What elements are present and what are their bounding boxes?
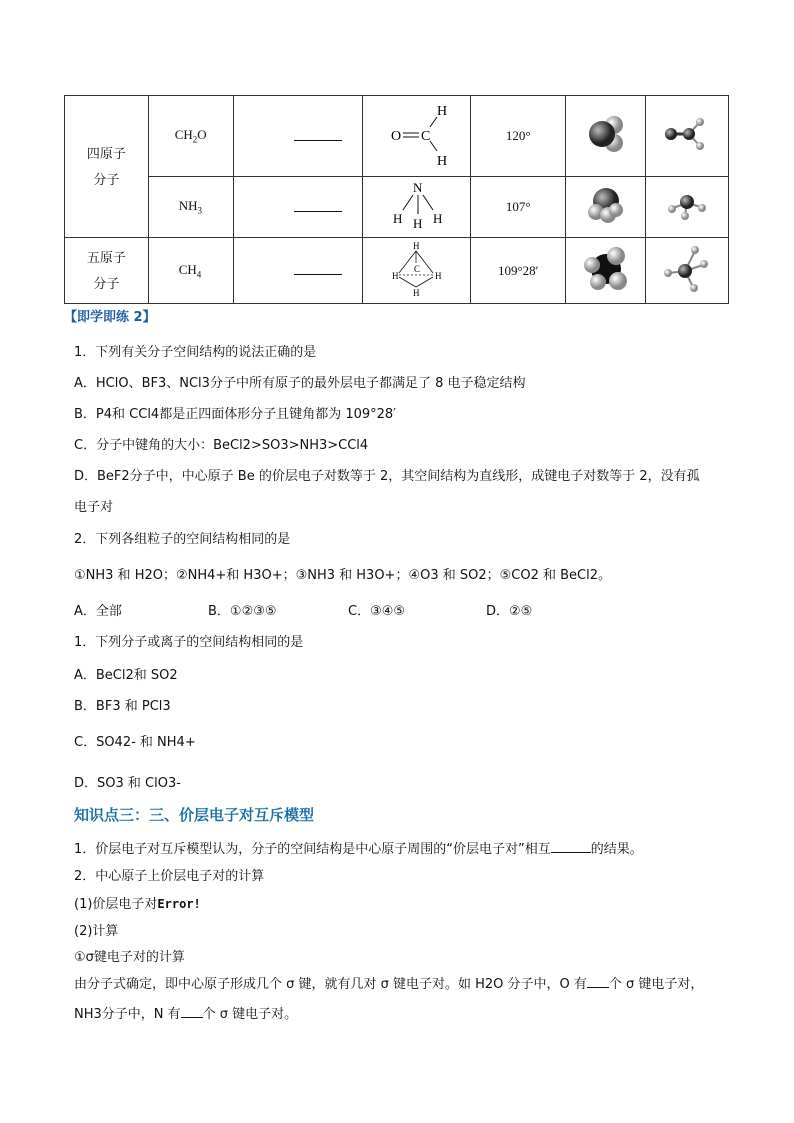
question-1-option-d: D．BeF2分子中，中心原子 Be 的价层电子对数等于 2，其空间结构为直线形，成键电子对数等于 2，没有孤 [74,469,700,484]
question-2-option-d: D．②⑤ [486,604,533,619]
section-paragraph-6 [74,973,703,992]
structure-cell [363,96,471,177]
question-2-option-b: B．①②③⑤ [208,604,277,619]
group-five-atom [65,238,149,304]
question-1-option-c: C．分子中键角的大小：BeCl2>SO3>NH3>CCl4 [74,438,369,453]
paragraph-text: (1)价层电子对 [74,897,158,912]
spacefill-model-icon [576,243,636,295]
svg-text:H: H [391,270,399,281]
question-1-stem: 1．下列有关分子空间结构的说法正确的是 [74,345,317,360]
formula-subscript: 4 [196,269,202,280]
blank-cell [233,96,363,177]
svg-text:N: N [412,180,423,195]
svg-text:H: H [436,154,448,169]
section-title-tag: 知识点三： [74,806,150,824]
error-text: Error! [157,897,201,911]
section-paragraph-1 [74,838,643,857]
group-label-line2: 分子 [93,171,120,187]
question-2-items: ①NH3 和 H2O；②NH4+和 H3O+；③NH3 和 H3O+；④O3 和 SO2；⑤CO2 和 BeCl2。 [74,568,612,583]
answer-blank [294,262,342,275]
ball-stick-model-icon [657,243,717,295]
blank-cell [233,177,363,238]
svg-text:C: C [420,129,431,144]
question-2-option-c: C．③④⑤ [348,604,406,619]
answer-blank [294,199,342,212]
svg-text:H: H [432,211,443,226]
bond-angle-cell: 107° [471,177,566,238]
question-3-stem: 1．下列分子或离子的空间结构相同的是 [74,635,304,650]
spacefill-model-icon [576,183,636,227]
bond-angle-cell: 109°28′ [471,238,566,304]
ball-stick-model-icon [657,183,717,227]
answer-blank [294,128,342,141]
practice-tag: 【即学即练 2】 [64,310,156,325]
formula-cell [148,96,233,177]
paragraph-text: NH3分子中，N 有 [74,1007,181,1022]
svg-text:C: C [413,263,420,274]
svg-text:H: H [412,287,420,298]
formula-subscript: 3 [197,205,202,216]
formula-text: NH [178,198,198,214]
blank-cell [233,238,363,304]
answer-blank [587,975,609,988]
section-paragraph-7 [74,1003,297,1022]
formula-cell [148,177,233,238]
paragraph-text: 个 σ 键电子对， [608,977,704,992]
question-2-option-a: A．全部 [74,604,122,619]
ball-stick-model-cell [646,238,729,304]
structure-cell [363,177,471,238]
svg-text:O: O [390,129,402,144]
ball-stick-model-cell [646,177,729,238]
paragraph-text: 个 σ 键电子对。 [202,1007,298,1022]
ball-stick-model-cell [646,96,729,177]
spacefill-model-cell [566,238,646,304]
paragraph-text: 的结果。 [590,842,643,857]
formula-text: CH [178,261,197,277]
ball-stick-model-icon [657,109,717,159]
question-3-option-d: D．SO3 和 ClO3- [74,776,181,791]
question-1-option-a: A．HClO、BF3、NCl3分子中所有原子的最外层电子都满足了 8 电子稳定结构 [74,376,526,391]
methane-structure-icon [367,239,467,299]
paragraph-text: 1．价层电子对互斥模型认为，分子的空间结构是中心原子周围的“价层电子对”相互 [74,842,551,857]
question-3-option-c: C．SO42- 和 NH4+ [74,735,196,750]
group-label-line1: 四原子 [86,145,126,161]
svg-text:H: H [392,211,403,226]
section-title [74,804,314,825]
paragraph-text: 由分子式确定，即中心原子形成几个 σ 键，就有几对 σ 键电子对。如 H2O 分子中，O 有 [74,977,587,992]
question-2-stem: 2．下列各组粒子的空间结构相同的是 [74,532,291,547]
group-four-atom [65,96,149,238]
question-1-option-d-cont: 电子对 [74,500,114,515]
svg-text:H: H [412,240,420,251]
bond-angle-cell: 120° [471,96,566,177]
section-title-text: 三、价层电子对互斥模型 [149,806,315,824]
molecule-structure-table [64,95,729,304]
ammonia-structure-icon [367,178,467,232]
question-3-option-a: A．BeCl2和 SO2 [74,668,178,683]
svg-text:H: H [436,104,448,119]
section-paragraph-2: 2．中心原子上价层电子对的计算 [74,869,265,884]
group-label-line1: 五原子 [86,249,126,265]
formula-subscript: 2 [192,134,198,145]
answer-blank [181,1005,203,1018]
formaldehyde-structure-icon [367,99,467,169]
spacefill-model-cell [566,96,646,177]
question-3-option-b: B．BF3 和 PCl3 [74,699,171,714]
svg-text:H: H [412,216,423,231]
structure-cell [363,238,471,304]
section-paragraph-3 [74,893,201,912]
question-1-option-b: B．P4和 CCl4都是正四面体形分子且键角都为 109°28′ [74,407,397,422]
spacefill-model-icon [576,109,636,159]
formula-cell [148,238,233,304]
svg-text:H: H [434,270,442,281]
section-paragraph-4: (2)计算 [74,924,119,939]
formula-text: CH [174,127,193,143]
section-paragraph-5: ①σ键电子对的计算 [74,950,185,965]
spacefill-model-cell [566,177,646,238]
answer-blank [551,840,591,853]
formula-tail: O [197,127,207,143]
group-label-line2: 分子 [93,275,120,291]
